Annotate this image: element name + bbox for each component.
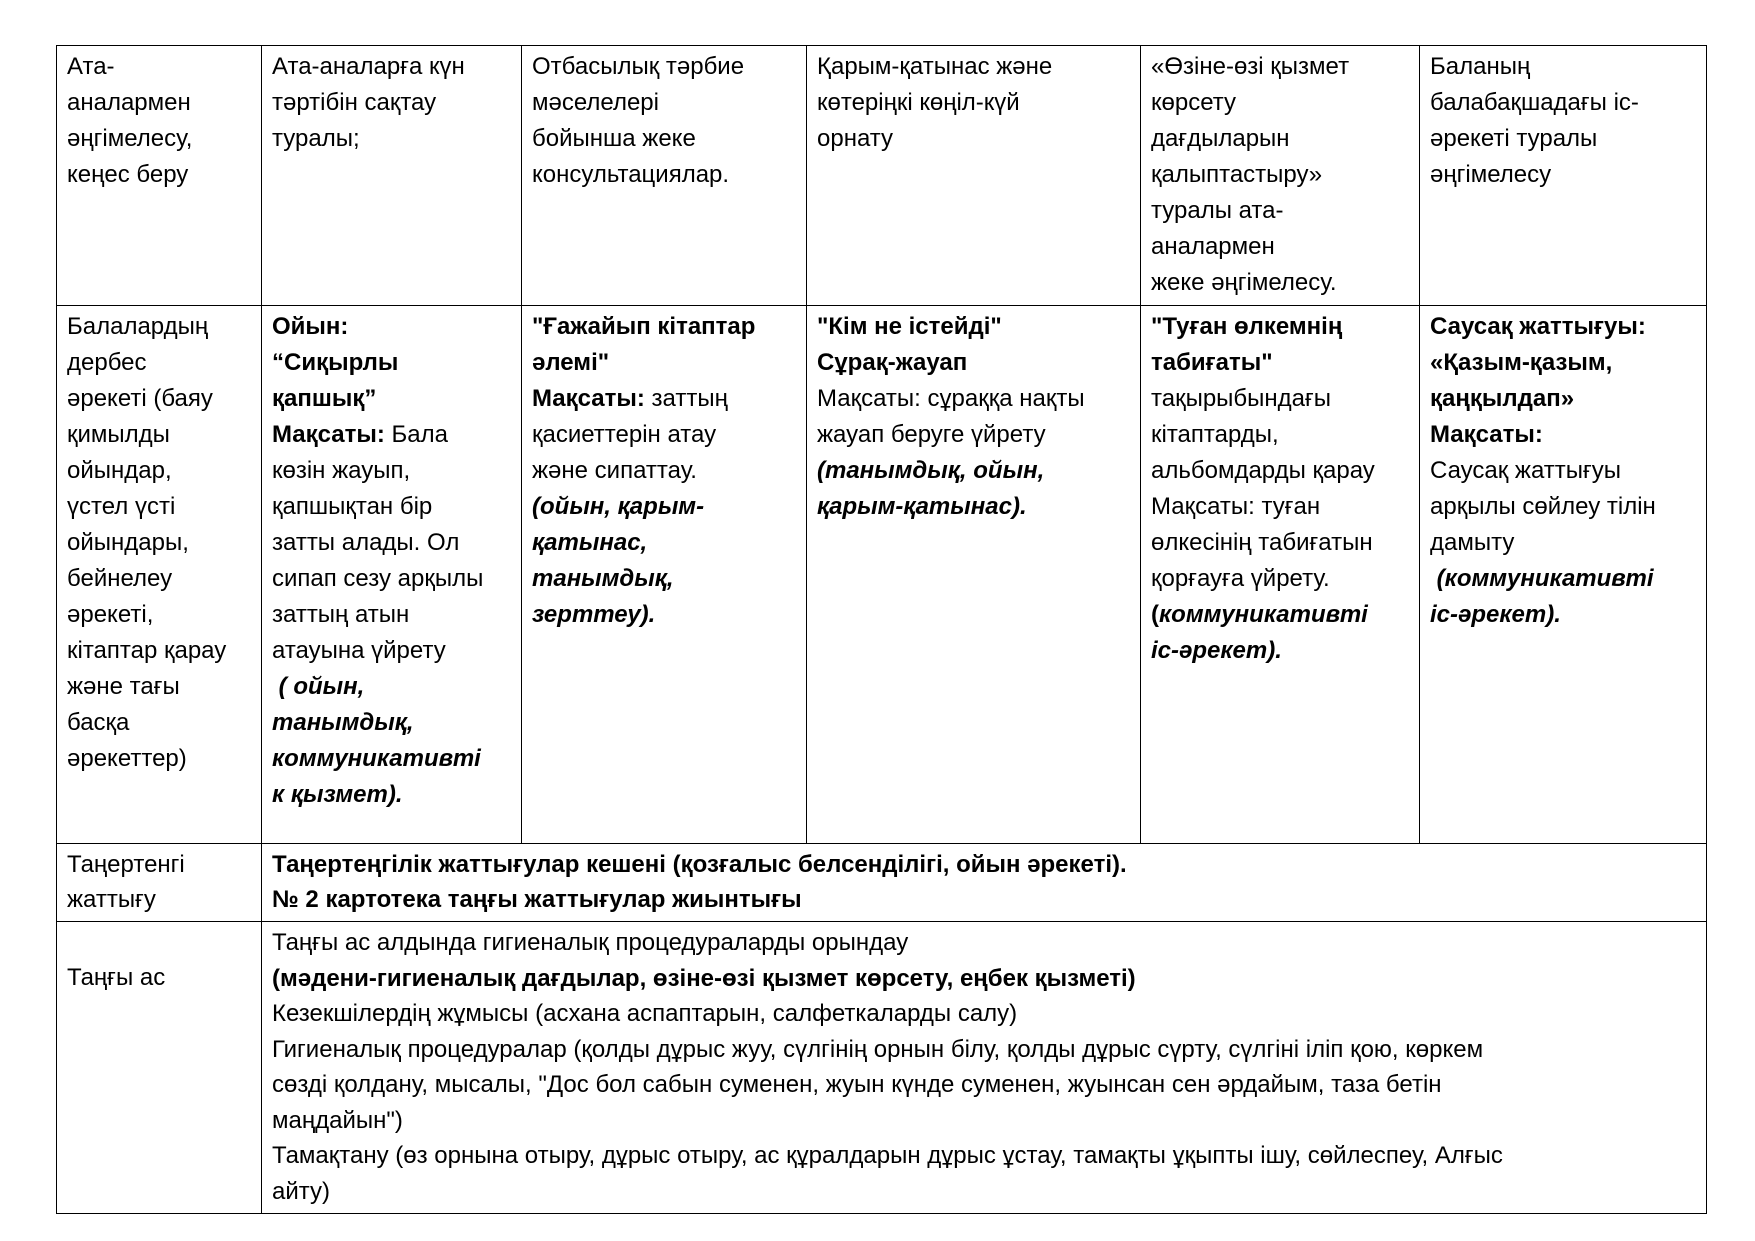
text-line: әңгімелесу — [1430, 161, 1552, 188]
activity-areas: іс-әрекет). — [1430, 601, 1561, 628]
text-line: қалыптастыру» — [1151, 161, 1323, 188]
goal-text: атауына үйрету — [272, 637, 446, 664]
text-line: Таңғы ас — [67, 964, 166, 991]
text-line: әрекеті туралы — [1430, 125, 1598, 152]
text-line: мәселелері — [532, 89, 659, 116]
text-line: Таңертенгі — [67, 851, 185, 878]
breakfast-text: Таңғы ас алдында гигиеналық процедураларды орындау — [272, 929, 909, 956]
cell-parents-5 — [1420, 46, 1707, 306]
cell-exercise — [262, 844, 1707, 922]
goal-text: өлкесінің табиғатын — [1151, 529, 1373, 556]
text-line: жаттығу — [67, 886, 156, 913]
activity-areas: (коммуникативті — [1430, 565, 1654, 592]
activity-areas: зерттеу). — [532, 601, 656, 628]
text-line: көрсету — [1151, 89, 1237, 116]
activity-title: “Сиқырлы — [272, 349, 399, 376]
goal-text: альбомдарды қарау — [1151, 457, 1375, 484]
text-line: көтеріңкі көңіл-күй — [817, 89, 1020, 116]
exercise-text: № 2 картотека таңғы жаттығулар жиынтығы — [272, 886, 802, 913]
goal-text: жауап беруге үйрету — [817, 421, 1046, 448]
goal-label: Мақсаты: — [272, 421, 385, 448]
breakfast-text: айту) — [272, 1177, 331, 1205]
goal-text: көзін жауып, — [272, 457, 411, 484]
activity-areas: іс-әрекет). — [1151, 637, 1282, 664]
activity-title: әлемі" — [532, 349, 610, 376]
text-line: орнату — [817, 125, 894, 152]
row-exercise — [57, 844, 1707, 922]
row-head-parents — [57, 46, 262, 306]
text-line: жеке әңгімелесу. — [1151, 269, 1337, 296]
activity-areas: к қызмет). — [272, 781, 403, 808]
activity-title: "Туған өлкемнің — [1151, 313, 1343, 340]
breakfast-skills: (мәдени-гигиеналық дағдылар, өзіне-өзі қызмет көрсету, еңбек қызметі) — [272, 964, 1136, 992]
text-line: Отбасылық тәрбие — [532, 53, 745, 80]
breakfast-text: Гигиеналық процедуралар (қолды дұрыс жуу, сүлгінің орнын білу, қолды дұрыс сүрту, сүлгіні іліп қою, көркем — [272, 1035, 1484, 1063]
text-line: ойындары, — [67, 529, 189, 556]
breakfast-text: Тамақтану (өз орнына отыру, дұрыс отыру, ас құралдарын дұрыс ұстау, тамақты ұқыпты ішу, сөйлеспеу, Алғыс — [272, 1142, 1503, 1169]
row-parents — [57, 46, 1707, 306]
text-line: туралы; — [272, 125, 360, 152]
text-line: консультациялар. — [532, 161, 730, 188]
row-activity — [57, 306, 1707, 844]
activity-areas: танымдық, — [532, 565, 674, 592]
cell-parents-3 — [807, 46, 1141, 306]
text-line: туралы ата- — [1151, 197, 1284, 224]
activity-areas: қарым-қатынас). — [817, 493, 1027, 520]
goal-text: тақырыбындағы — [1151, 385, 1332, 412]
text-line: бойынша жеке — [532, 125, 696, 152]
activity-areas: коммуникативті — [1159, 601, 1368, 628]
activity-title: қаңқылдап» — [1430, 385, 1575, 412]
activity-title: Ойын: — [272, 313, 349, 340]
text-line: дағдыларын — [1151, 125, 1290, 152]
text-line: дербес — [67, 349, 147, 376]
cell-parents-2 — [522, 46, 807, 306]
cell-parents-1 — [262, 46, 522, 306]
activity-areas: (ойын, қарым- — [532, 493, 705, 520]
goal-text: заттың — [644, 385, 728, 412]
text-line: Ата- — [67, 53, 115, 80]
activity-title: қапшық” — [272, 385, 377, 412]
activity-title: "Ғажайып кітаптар — [532, 313, 756, 340]
text-line: аналармен — [1151, 233, 1275, 260]
row-head-exercise — [57, 844, 262, 922]
cell-activity-1 — [262, 306, 522, 844]
text-line: әрекеттер) — [67, 745, 187, 772]
goal-text: Мақсаты: туған — [1151, 493, 1321, 520]
text-line: басқа — [67, 709, 130, 736]
breakfast-text: Кезекшілердің жұмысы (асхана аспаптарын, салфеткаларды салу) — [272, 1000, 1018, 1027]
row-head-activity — [57, 306, 262, 844]
text-line: кітаптар қарау — [67, 637, 227, 664]
goal-label: Мақсаты: — [1430, 421, 1543, 448]
text-line: әрекеті (баяу — [67, 385, 213, 412]
text-line: қимылды — [67, 421, 170, 448]
cell-activity-3 — [807, 306, 1141, 844]
goal-text: затты алады. Ол — [272, 529, 460, 556]
text-line: кеңес беру — [67, 161, 189, 188]
goal-text: қорғауға үйрету. — [1151, 565, 1330, 592]
activity-title: табиғаты" — [1151, 349, 1273, 376]
text-line: тәртібін сақтау — [272, 89, 437, 116]
text-line: Балалардың — [67, 313, 209, 340]
text-line: және тағы — [67, 673, 180, 700]
cell-parents-4 — [1141, 46, 1420, 306]
goal-text: Саусақ жаттығуы — [1430, 457, 1622, 484]
text-line: Баланың — [1430, 53, 1531, 80]
goal-text: қапшықтан бір — [272, 493, 433, 520]
text-line: ойындар, — [67, 457, 172, 484]
breakfast-text: маңдайын") — [272, 1106, 403, 1134]
cell-activity-2 — [522, 306, 807, 844]
goal-text: заттың атын — [272, 601, 410, 628]
goal-text: Мақсаты: сұраққа нақты — [817, 385, 1085, 412]
text-line: әрекеті, — [67, 601, 154, 628]
goal-text: дамыту — [1430, 529, 1515, 556]
activity-areas: танымдық, — [272, 709, 414, 736]
goal-text: Бала — [384, 421, 448, 448]
text-line: әңгімелесу, — [67, 125, 193, 152]
exercise-text: Таңертеңгілік жаттығулар кешені (қозғалыс белсенділігі, ойын әрекеті). — [272, 851, 1127, 878]
goal-text: кітаптарды, — [1151, 421, 1279, 448]
text-line: «Өзіне-өзі қызмет — [1151, 53, 1350, 80]
text-line: Қарым-қатынас және — [817, 53, 1053, 80]
activity-areas: (танымдық, ойын, — [817, 457, 1045, 484]
activity-title: «Қазым-қазым, — [1430, 349, 1613, 376]
cell-activity-5 — [1420, 306, 1707, 844]
activity-areas: коммуникативті — [272, 745, 481, 772]
plan-table — [56, 45, 1707, 1214]
text-line: үстел үсті — [67, 493, 176, 520]
goal-text: қасиеттерін атау — [532, 421, 717, 448]
cell-breakfast — [262, 922, 1707, 1214]
activity-areas: қатынас, — [532, 529, 648, 556]
goal-text: және сипаттау. — [532, 457, 697, 484]
row-head-breakfast — [57, 922, 262, 1214]
cell-activity-4 — [1141, 306, 1420, 844]
text-line: Ата-аналарға күн — [272, 53, 465, 80]
activity-title: Саусақ жаттығуы: — [1430, 313, 1646, 340]
activity-title: Сұрақ-жауап — [817, 349, 968, 376]
activity-areas: ( — [1151, 601, 1159, 628]
text-line: аналармен — [67, 89, 191, 116]
activity-title: "Кім не істейді" — [817, 313, 1002, 340]
goal-text: сипап сезу арқылы — [272, 565, 484, 592]
activity-areas: ( ойын, — [272, 673, 365, 700]
breakfast-text: сөзді қолдану, мысалы, "Дос бол сабын суменен, жуын күнде суменен, жуынсан сен әрдайым, таза бетін — [272, 1071, 1442, 1098]
goal-text: арқылы сөйлеу тілін — [1430, 493, 1656, 520]
row-breakfast — [57, 922, 1707, 1214]
text-line: бейнелеу — [67, 565, 173, 592]
goal-label: Мақсаты: — [532, 385, 645, 412]
text-line: балабақшадағы іс- — [1430, 89, 1639, 116]
